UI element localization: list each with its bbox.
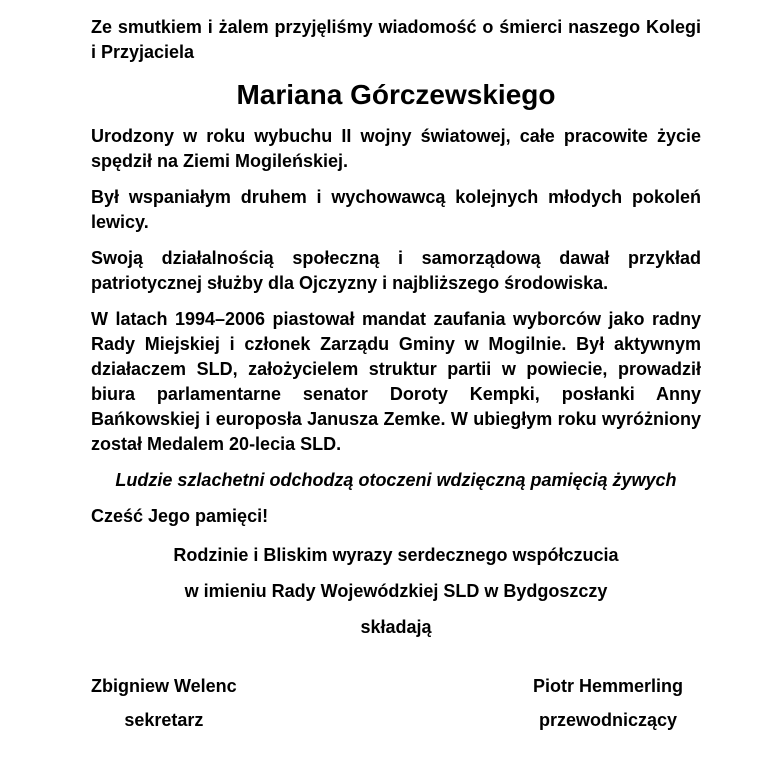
- condolence-line-1: Rodzinie i Bliskim wyrazy serdecznego współczucia: [173, 545, 619, 565]
- signature-left: [91, 674, 237, 733]
- deceased-name-title: Mariana Górczewskiego: [236, 79, 556, 110]
- condolence-line-3: składają: [360, 617, 432, 637]
- signatory-name-left: Zbigniew Welenc: [91, 676, 237, 696]
- biography-paragraph-2: Był wspaniałym druhem i wychowawcą kolejnych młodych pokoleń lewicy.: [91, 187, 701, 232]
- signature-row: [91, 674, 701, 733]
- condolence-line-2: w imieniu Rady Wojewódzkiej SLD w Bydgoszczy: [184, 581, 608, 601]
- signatory-role-right: przewodniczący: [538, 710, 677, 730]
- signatory-name-right: Piotr Hemmerling: [532, 676, 683, 696]
- biography-paragraph-3: Swoją działalnością społeczną i samorządową dawał przykład patriotycznej służby dla Ojczyzny i najbliższego środowiska.: [91, 248, 701, 293]
- tribute-line: Cześć Jego pamięci!: [91, 506, 269, 526]
- signatory-role-left: sekretarz: [124, 710, 204, 730]
- intro-paragraph: Ze smutkiem i żalem przyjęliśmy wiadomość o śmierci naszego Kolegi i Przyjaciela: [91, 17, 701, 62]
- signature-right: [533, 674, 683, 733]
- biography-paragraph-1: Urodzony w roku wybuchu II wojny światowej, całe pracowite życie spędził na Ziemi Mogileńskiej.: [91, 126, 701, 171]
- memorial-quote: Ludzie szlachetni odchodzą otoczeni wdzięczną pamięcią żywych: [115, 470, 677, 490]
- biography-paragraph-4: W latach 1994–2006 piastował mandat zaufania wyborców jako radny Rady Miejskiej i członek Zarządu Gminy w Mogilnie. Był aktywnym działaczem SLD, założycielem struktur partii w powiecie, prowadził biura parlamentarne senator Doroty Kempki, posłanki Anny Bańkowskiej i europosła Janusza Zemke. W ubiegłym roku wyróżniony został Medalem 20-lecia SLD.: [91, 309, 701, 454]
